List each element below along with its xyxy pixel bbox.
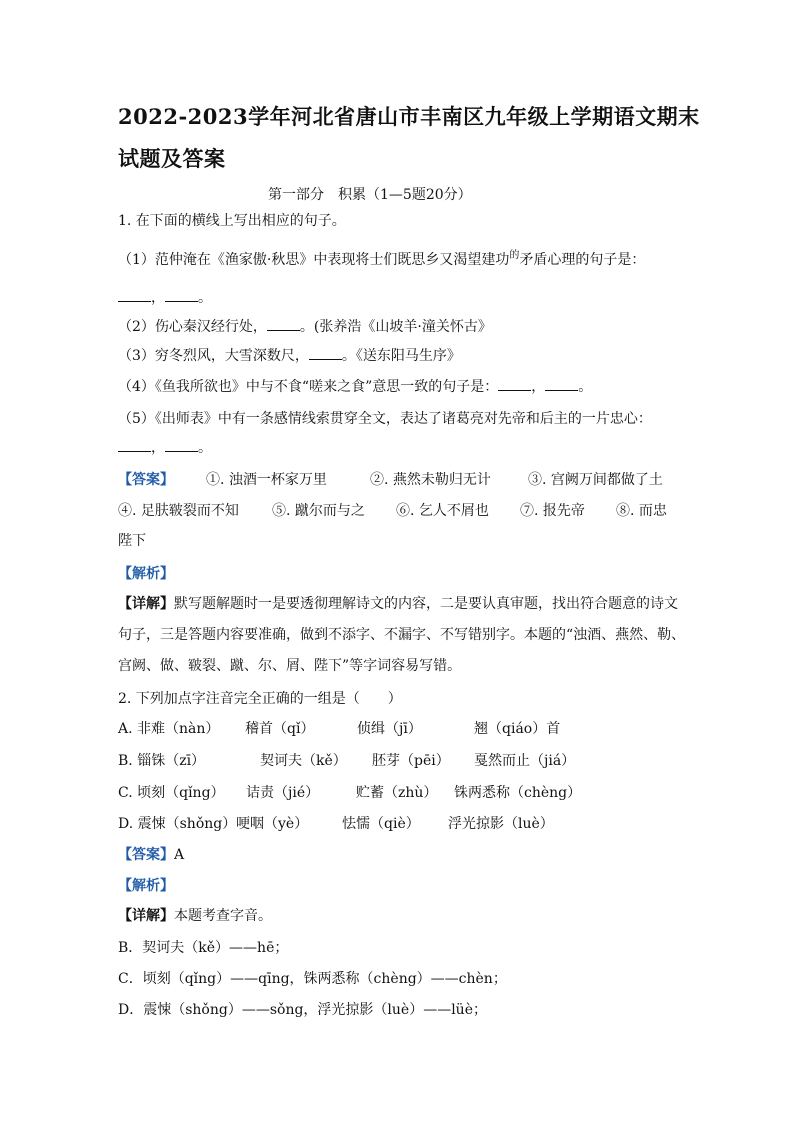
q1-part4: （4）《鱼我所欲也》中与不食“嗟来之食”意思一致的句子是： ， 。	[118, 379, 593, 395]
q2-detail: 【详解】本题考查字音。	[118, 908, 272, 924]
q1-detail-line2: 句子，三是答题内容要准确，做到不添字、不漏字、不写错别字。本题的“浊酒、燕然、勒、	[118, 627, 686, 643]
q1-answer-row1: 【答案】 ①. 浊酒一杯家万里 ②. 燕然未勒归无计 ③. 宫阙万间都做了土	[118, 472, 663, 488]
section-heading: 第一部分 积累（1—5题20分）	[268, 187, 472, 203]
answer-blank[interactable]	[498, 377, 531, 391]
document-title-line1: 2022-2023学年河北省唐山市丰南区九年级上学期语文期末	[118, 104, 700, 129]
q1-part3: （3）穷冬烈风，大雪深数尺， 。《送东阳马生序》	[118, 348, 461, 364]
answer-blank[interactable]	[165, 288, 198, 302]
q2-fix-c: C．顷刻（qǐng）——qīng，铢两悉称（chèng）——chèn；	[118, 971, 507, 987]
q1-part1: （1）范仲淹在《渔家傲·秋思》中表现将士们既思乡又渴望建功$^的$矛盾心理的句子是：	[118, 250, 646, 268]
answer-label: 【答案】	[118, 472, 174, 488]
q1-part1-blanks: ， 。	[118, 288, 212, 308]
q1-answer-row2: ④. 足肤皲裂而不知 ⑤. 蹴尔而与之 ⑥. 乞人不屑也 ⑦. 报先帝 ⑧. 而忠	[118, 503, 667, 519]
answer-blank[interactable]	[118, 438, 151, 452]
document-title-line2: 试题及答案	[118, 146, 226, 171]
analysis-label: 【解析】	[118, 566, 174, 582]
q1-part5: （5）《出师表》中有一条感情线索贯穿全文，表达了诸葛亮对先帝和后主的一片忠心：	[118, 411, 652, 427]
q1-answer-tail: 陛下	[118, 533, 146, 549]
q1-stem: 1. 在下面的横线上写出相应的句子。	[118, 213, 346, 229]
q2-option-b: B. 锱铢（zī） 契诃夫（kě） 胚芽（pēi） 戛然而止（jiá）	[118, 753, 576, 769]
answer-blank[interactable]	[118, 288, 151, 302]
answer-blank[interactable]	[267, 317, 300, 331]
answer-blank[interactable]	[309, 346, 342, 360]
q2-option-d: D. 震悚（shǒng）哽咽（yè） 怯懦（qiè） 浮光掠影（luè）	[118, 816, 554, 832]
q1-part2: （2）伤心秦汉经行处， 。(张养浩《山坡羊·潼关怀古》	[118, 319, 492, 335]
q2-stem: 2. 下列加点字注音完全正确的一组是（ ）	[118, 691, 402, 707]
q1-part5-blanks: ， 。	[118, 438, 212, 458]
answer-label: 【答案】	[118, 847, 174, 863]
answer-blank[interactable]	[545, 377, 578, 391]
answer-blank[interactable]	[165, 438, 198, 452]
q2-analysis-label: 【解析】	[118, 878, 174, 894]
q1-detail-line3: 宫阙、做、皲裂、蹴、尔、屑、陛下”等字词容易写错。	[118, 658, 462, 674]
q2-option-c: C. 顷刻（qǐng） 诘责（jié） 贮蓄（zhù） 铢两悉称（chèng）	[118, 785, 582, 801]
q2-fix-b: B．契诃夫（kě）——hē；	[118, 940, 289, 956]
q1-detail-line1: 【详解】默写题解题时一是要透彻理解诗文的内容，二是要认真审题，找出符合题意的诗文	[118, 596, 678, 612]
q2-fix-d: D．震悚（shǒng）——sǒng，浮光掠影（luè）——lüè；	[118, 1002, 487, 1018]
q2-option-a: A. 非难（nàn） 稽首（qǐ） 侦缉（jī） 翘（qiáo）首	[118, 721, 561, 737]
q2-answer: 【答案】A	[118, 847, 185, 863]
